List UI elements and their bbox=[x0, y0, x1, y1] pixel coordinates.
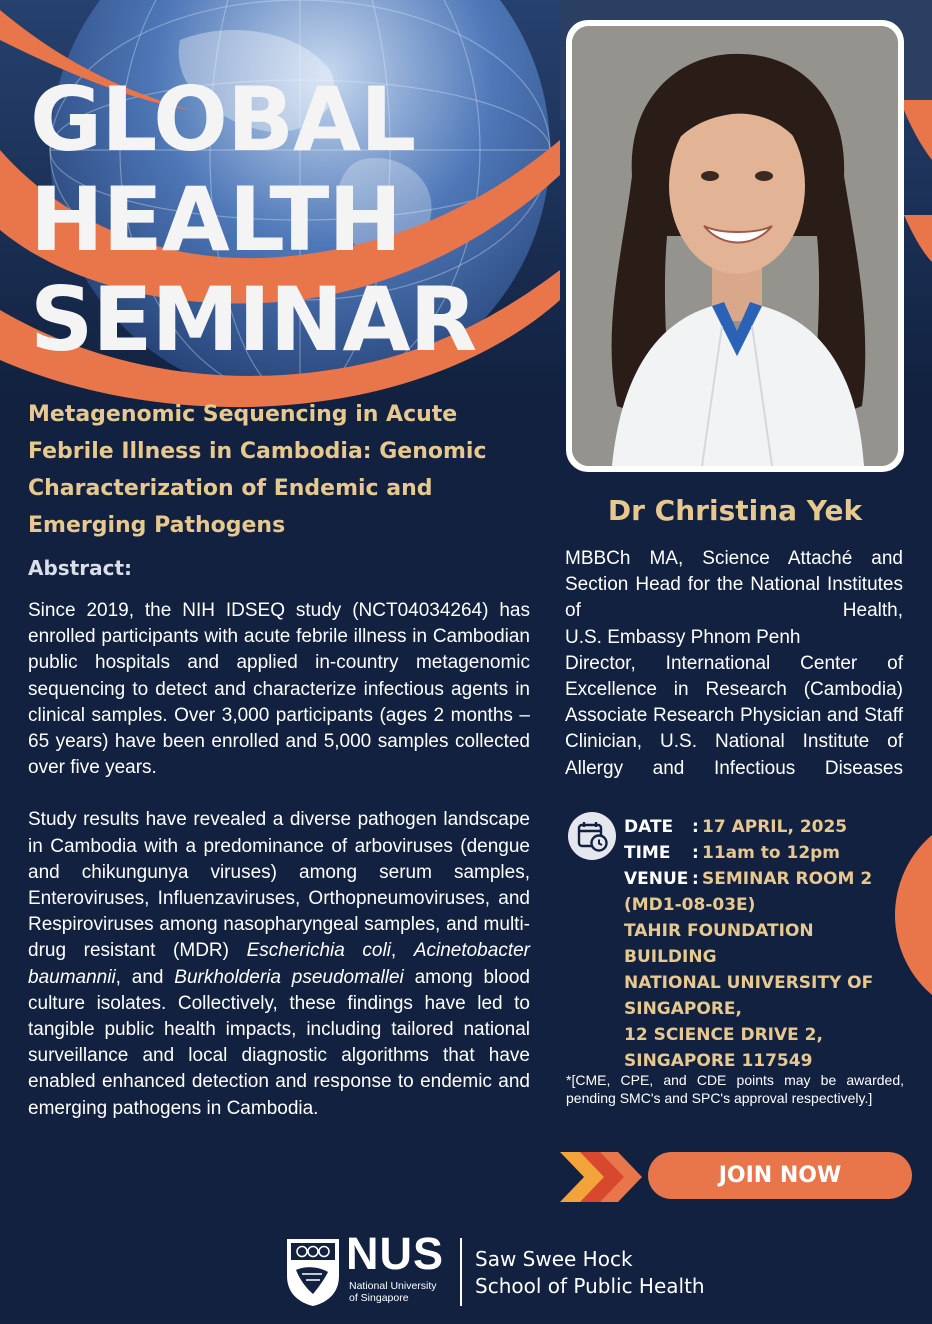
venue-line-7: 12 SCIENCE DRIVE 2, bbox=[624, 1025, 823, 1045]
seminar-headline bbox=[30, 70, 476, 370]
venue-line-5: NATIONAL UNIVERSITY OF bbox=[624, 973, 874, 993]
talk-title: Metagenomic Sequencing in Acute Febrile Illness in Cambodia: Genomic Characterization of Endemic and Emerging Pathogens bbox=[28, 402, 487, 538]
nus-crest-logo bbox=[284, 1236, 342, 1308]
footer-divider bbox=[460, 1238, 462, 1306]
abstract-p2-part-b: among blood culture isolates. Collectively, these findings have led to tangible public health impacts, including tailored national surveillance and local diagnostic algorithms that have enabled enhanced detection and response to endemic and emerging pathogens in Cambodia. bbox=[28, 966, 530, 1119]
bio-line-3: Director, International Center of Excellence in Research (Cambodia) bbox=[565, 652, 903, 701]
date-colon: : bbox=[692, 817, 699, 837]
abstract-p2-and: , and bbox=[115, 966, 175, 988]
event-venue-row bbox=[624, 866, 914, 892]
venue-line-8: SINGAPORE 117549 bbox=[624, 1051, 813, 1071]
calendar-clock-icon bbox=[568, 812, 616, 860]
abstract-p2-part-a: Study results have revealed a diverse pathogen landscape in Cambodia with a predominance of arboviruses (dengue and chikungunya viruses) among serum samples, Enteroviruses, Influenzaviruses, Orthopneumoviruses, and Respiroviruses among nasopharyngeal samples, and multi-drug resistant (MDR) bbox=[28, 809, 530, 962]
school-name-line-2: School of Public Health bbox=[475, 1274, 705, 1298]
date-value: 17 APRIL, 2025 bbox=[702, 817, 848, 837]
headline-line-1: GLOBAL bbox=[30, 68, 416, 171]
join-now-button[interactable]: JOIN NOW bbox=[648, 1152, 912, 1199]
time-colon: : bbox=[692, 843, 699, 863]
bio-line-2: U.S. Embassy Phnom Penh bbox=[565, 626, 801, 648]
bio-line-4: Associate Research Physician and Staff Clinician, U.S. National Institute of Allergy and Infectious Diseases bbox=[565, 705, 903, 779]
venue-line-1: SEMINAR ROOM 2 bbox=[702, 869, 873, 889]
nus-subtitle bbox=[349, 1280, 437, 1304]
species-escherichia-coli: Escherichia coli bbox=[246, 940, 391, 962]
venue-line-2: (MD1-08-03E) bbox=[624, 895, 756, 915]
nus-wordmark: NUS bbox=[346, 1228, 445, 1279]
speaker-bio bbox=[565, 546, 903, 782]
headline-line-2: HEALTH bbox=[30, 168, 402, 271]
school-name-line-1: Saw Swee Hock bbox=[475, 1247, 633, 1271]
date-label: DATE bbox=[624, 817, 674, 837]
event-date-row bbox=[624, 814, 914, 840]
venue-line-6: SINGAPORE, bbox=[624, 999, 742, 1019]
speaker-photo-frame bbox=[566, 20, 904, 472]
venue-label: VENUE bbox=[624, 869, 689, 889]
venue-line-3: TAHIR FOUNDATION bbox=[624, 921, 814, 941]
abstract-heading: Abstract: bbox=[28, 556, 133, 580]
abstract-body bbox=[28, 598, 530, 1122]
event-time-row bbox=[624, 840, 914, 866]
abstract-paragraph-1: Since 2019, the NIH IDSEQ study (NCT04034264) has enrolled participants with acute febrile illness in Cambodian public hospitals and applied in-country metagenomic sequencing to detect and characterize infectious agents in clinical samples. Over 3,000 participants (ages 2 months – 65 years) have been enrolled and 5,000 samples collected over five years. bbox=[28, 600, 530, 779]
headline-line-3: SEMINAR bbox=[30, 268, 477, 371]
nus-subtitle-line-2: of Singapore bbox=[349, 1292, 409, 1304]
species-burkholderia-pseudomallei: Burkholderia pseudomallei bbox=[174, 966, 404, 988]
nus-subtitle-line-1: National University bbox=[349, 1280, 437, 1292]
time-label: TIME bbox=[624, 843, 671, 863]
double-chevron-icon bbox=[556, 1148, 648, 1206]
abstract-p2-comma: , bbox=[390, 940, 414, 962]
species-acinetobacter-baumannii: Acinetobacter baumannii bbox=[28, 940, 530, 988]
cme-points-note: *[CME, CPE, and CDE points may be awarded, pending SMC's and SPC's approval respectively.] bbox=[566, 1072, 904, 1106]
speaker-photo bbox=[572, 26, 898, 466]
abstract-paragraph-2 bbox=[28, 807, 530, 1121]
time-value: 11am to 12pm bbox=[702, 843, 841, 863]
venue-colon: : bbox=[692, 869, 699, 889]
school-name bbox=[475, 1246, 705, 1300]
venue-line-4: BUILDING bbox=[624, 947, 717, 967]
footer-logos bbox=[280, 1228, 720, 1310]
event-details bbox=[624, 814, 914, 1074]
speaker-name: Dr Christina Yek bbox=[607, 494, 863, 527]
bio-line-1: MBBCh MA, Science Attaché and Section Head for the National Institutes of Health, bbox=[565, 548, 903, 622]
